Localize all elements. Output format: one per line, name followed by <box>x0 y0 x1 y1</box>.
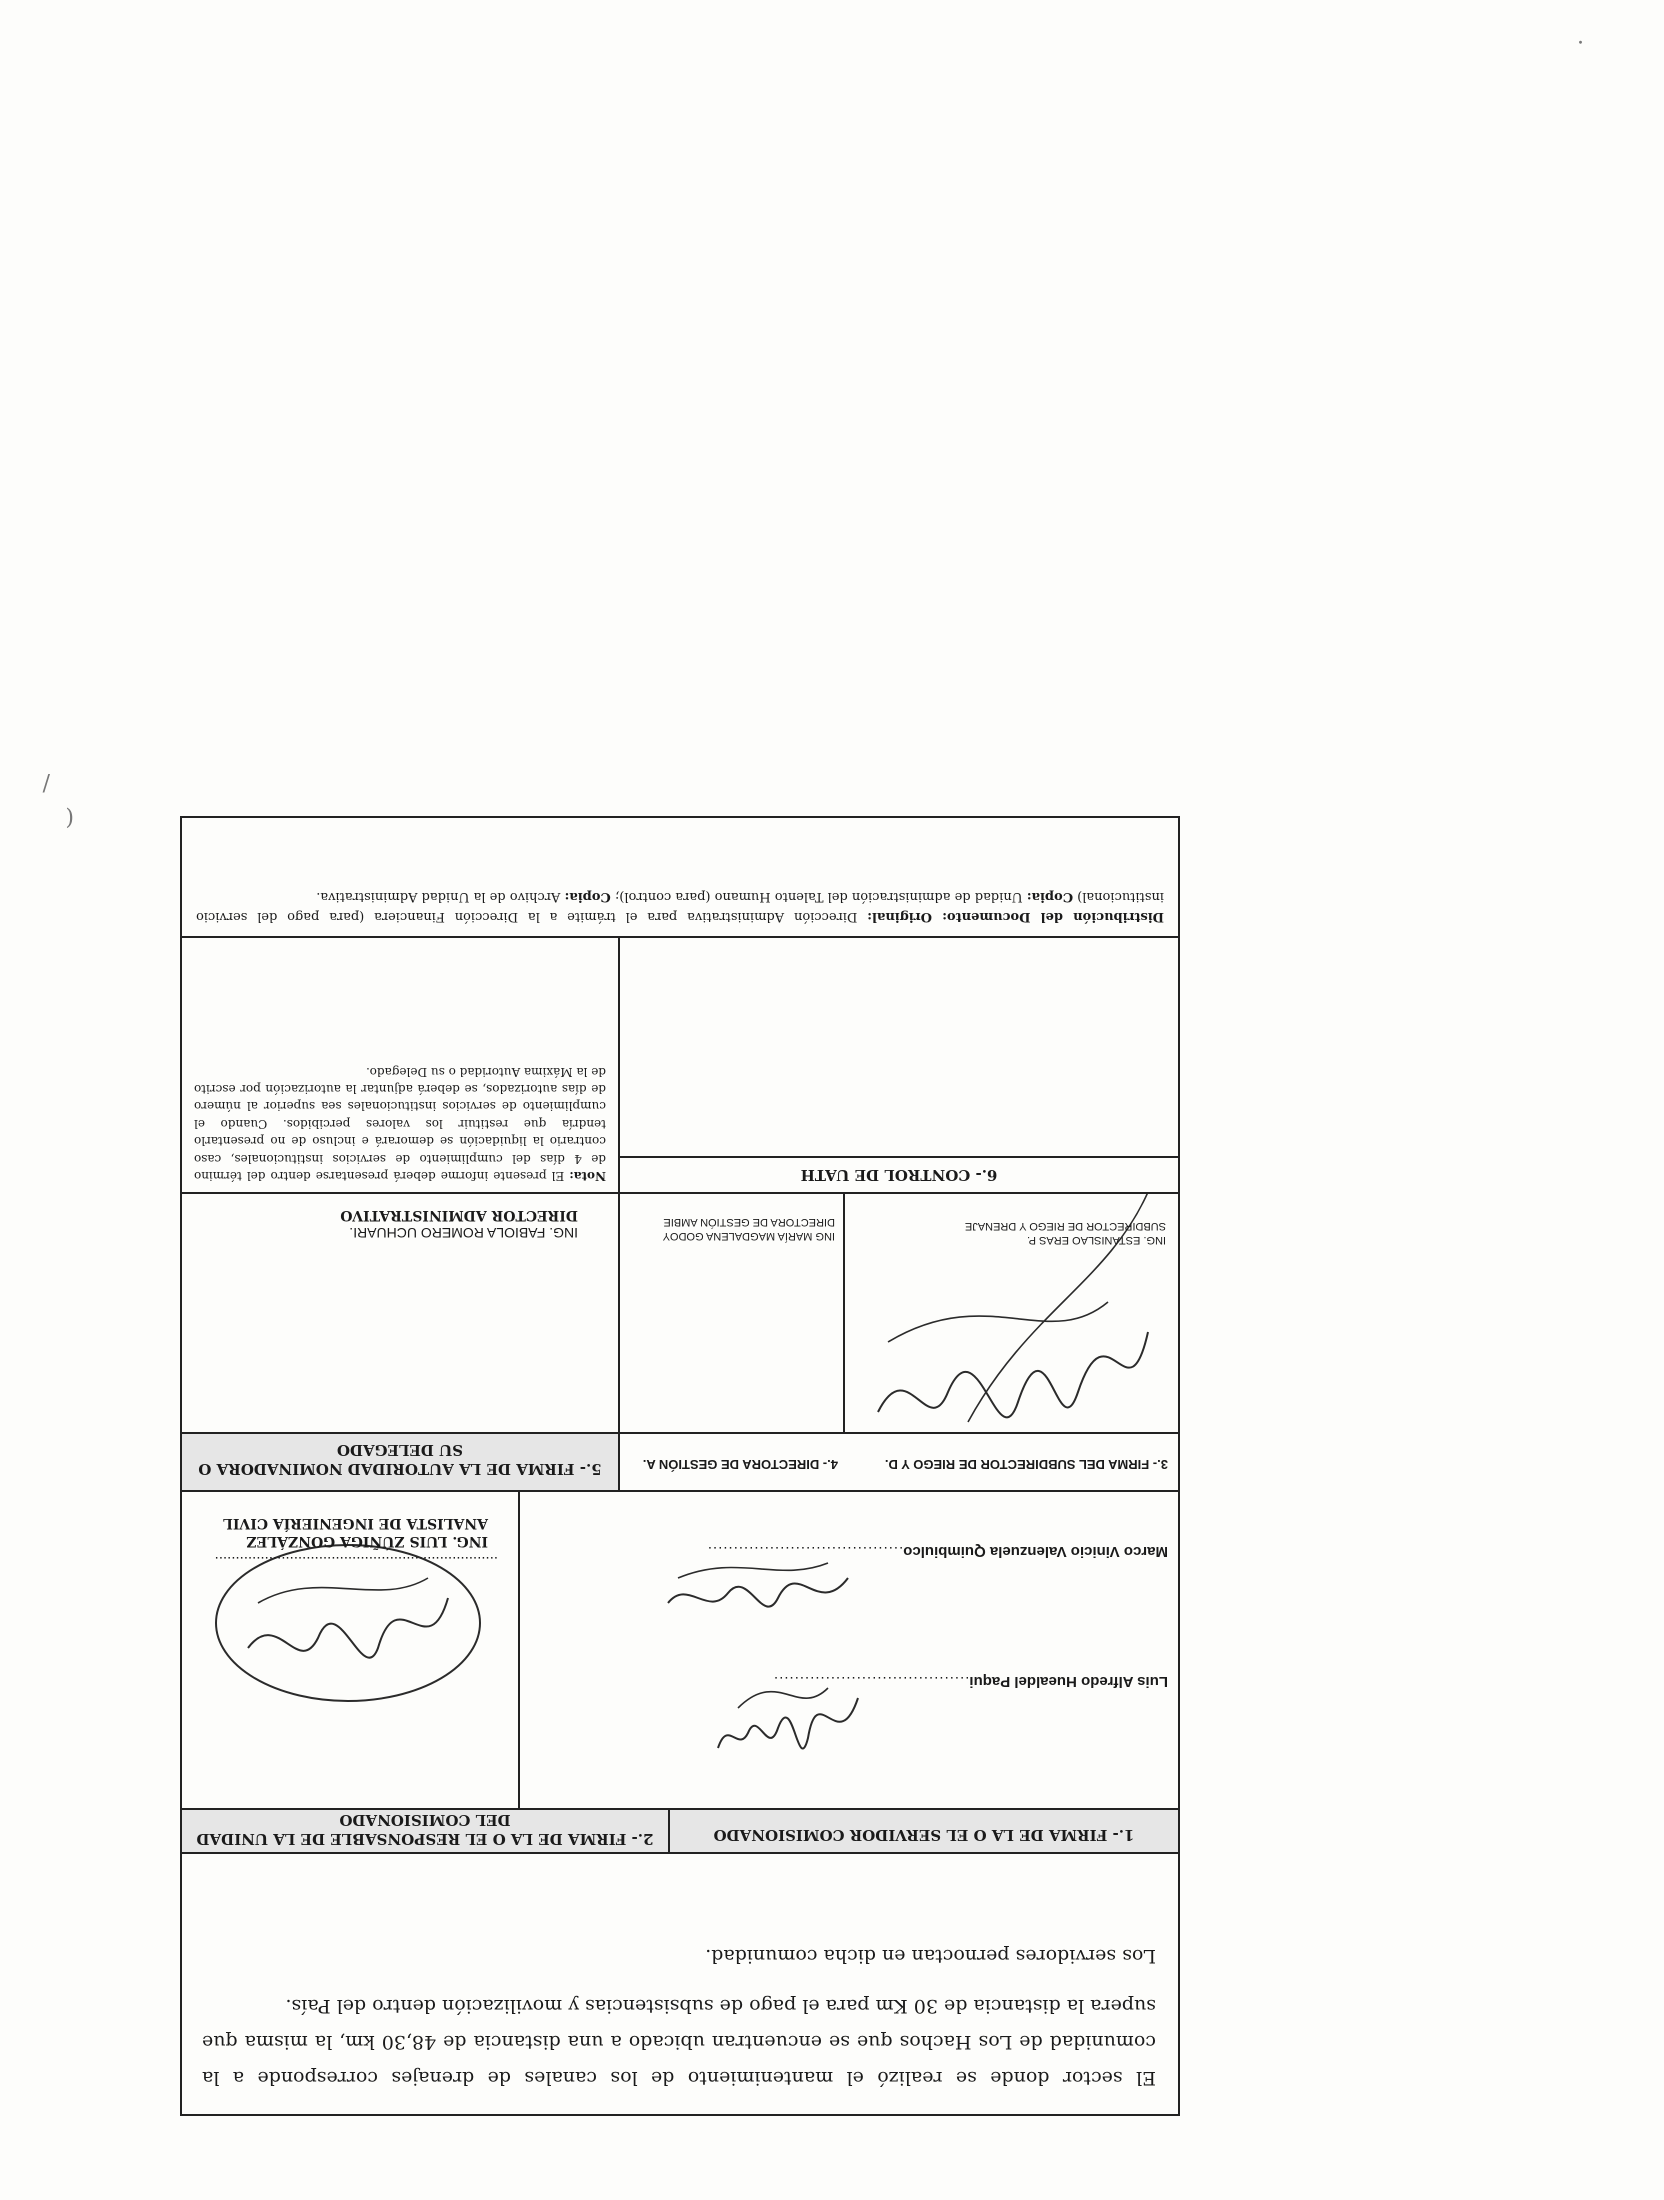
note-body: El presente informe deberá presentarse dentro del término de 4 días del cumplimiento de servicios institucionales, caso contrario la liquidación se demorará e incluso de no presentarlo tendría que restituir los valores percibidos. Cuando el cumplimiento de servicios institucionales sea superior al número de días autorizados, se deberá adjuntar la autorización por escrito de la Máxima Autoridad o su Delegado. <box>194 1064 606 1183</box>
distribution-row <box>182 818 1178 936</box>
subdirector-cell <box>843 1194 1178 1432</box>
note-cell <box>182 938 618 1192</box>
distribution-copy-label: Copia: <box>1026 889 1074 905</box>
distribution-text <box>182 877 1178 936</box>
header-uath-control: 6.- CONTROL DE UATH <box>620 1156 1178 1192</box>
responsible-signature-cell <box>182 1492 518 1808</box>
authority-signature-row <box>182 1192 1178 1432</box>
distribution-original: Dirección Administrativa para el trámite a la Dirección Financiera (para pago del servicio institucional) <box>196 889 1164 924</box>
authority-info <box>340 1206 578 1242</box>
subdirector-info <box>965 1219 1166 1247</box>
header-cell-3-4 <box>618 1434 1178 1490</box>
servant-line-1 <box>773 1673 1168 1690</box>
header-directora: 4.- DIRECTORA DE GESTIÓN A. <box>642 1457 838 1472</box>
distribution-copy-1: Unidad de administración del Talento Humano (para control); <box>610 889 1027 905</box>
authority-header-row <box>182 1432 1178 1490</box>
scan-mark: ( <box>65 805 74 830</box>
scan-mark: / <box>42 770 50 795</box>
signature-header-row <box>182 1808 1178 1852</box>
body-text <box>202 1938 1156 2096</box>
body-text-row <box>182 1852 1178 2114</box>
distribution-copy-2: Archivo de la Unidad Administrativa. <box>316 889 565 905</box>
responsible-name: ING. LUIS ZÚÑIGA GONZÁLEZ <box>246 1533 488 1549</box>
distribution-label: Distribución del Documento: Original: <box>867 909 1164 924</box>
document-table <box>180 816 1180 2116</box>
responsible-title: ANALISTA DE INGENIERÍA CIVIL <box>223 1514 488 1531</box>
signature-row <box>182 1490 1178 1808</box>
header-responsible-signature: 2.- FIRMA DE LA O EL RESPONSABLE DE LA UNIDAD DEL COMISIONADO <box>196 1811 654 1848</box>
subdirector-title: SUBDIRECTOR DE RIEGO Y DRENAJE <box>964 1220 1166 1233</box>
uath-control-cell <box>618 938 1178 1192</box>
directora-info <box>663 1215 835 1243</box>
servant-signatures-cell <box>518 1492 1178 1808</box>
authority-title: DIRECTOR ADMINISTRATIVO <box>340 1206 578 1223</box>
servant-name-1: Luis Alfredo Huealdel Paqui <box>969 1673 1168 1690</box>
scan-mark: . <box>1577 35 1584 60</box>
header-cell-5 <box>182 1434 618 1490</box>
body-paragraph: El sector donde se realizó el mantenimiento de los canales de drenajes corresponde a la comunidad de Los Hachos que se encuentran ubicado a una distancia de 48,30 km, la misma que supera la distancia de 30 Km para el pago de subsistencias y movilización dentro del País. <box>202 1994 1156 2089</box>
distribution-copy-label: Copia: <box>564 889 611 905</box>
directora-name: ING MARÍA MAGDALENA GODOY <box>662 1230 835 1242</box>
responsible-info <box>223 1514 488 1550</box>
control-row <box>182 936 1178 1192</box>
signature-dots: ...................................... <box>706 1543 904 1560</box>
header-subdirector: 3.- FIRMA DEL SUBDIRECTOR DE RIEGO Y D. <box>884 1457 1168 1472</box>
authority-name: ING. FABIOLA ROMERO UCHUARI. <box>349 1225 578 1241</box>
header-servant-signature: 1.- FIRMA DE LA O EL SERVIDOR COMISIONADO <box>713 1826 1135 1844</box>
directora-cell <box>618 1194 843 1432</box>
body-paragraph: Los servidores pernoctan en dicha comunidad. <box>705 1944 1156 1967</box>
signature-dots: ...................................... <box>772 1673 970 1690</box>
servant-name-2: Marco Vinicio Valenzuela Quimbiulco <box>903 1543 1168 1560</box>
directora-title: DIRECTORA DE GESTIÓN AMBIE <box>663 1216 835 1229</box>
subdirector-name: ING. ESTANISLAO ERAS P. <box>1027 1234 1166 1246</box>
header-cell-2 <box>182 1810 668 1852</box>
header-authority: 5.- FIRMA DE LA AUTORIDAD NOMINADORA O SU DELEGADO <box>198 1441 602 1478</box>
note-text <box>194 1062 606 1184</box>
note-label: Nota: <box>569 1169 606 1183</box>
signature-estanislao <box>848 1232 1168 1432</box>
servant-line-2 <box>707 1543 1168 1560</box>
dotted-line: .................................................................... <box>214 1553 498 1570</box>
header-cell-1 <box>668 1810 1178 1852</box>
authority-cell <box>182 1194 618 1432</box>
